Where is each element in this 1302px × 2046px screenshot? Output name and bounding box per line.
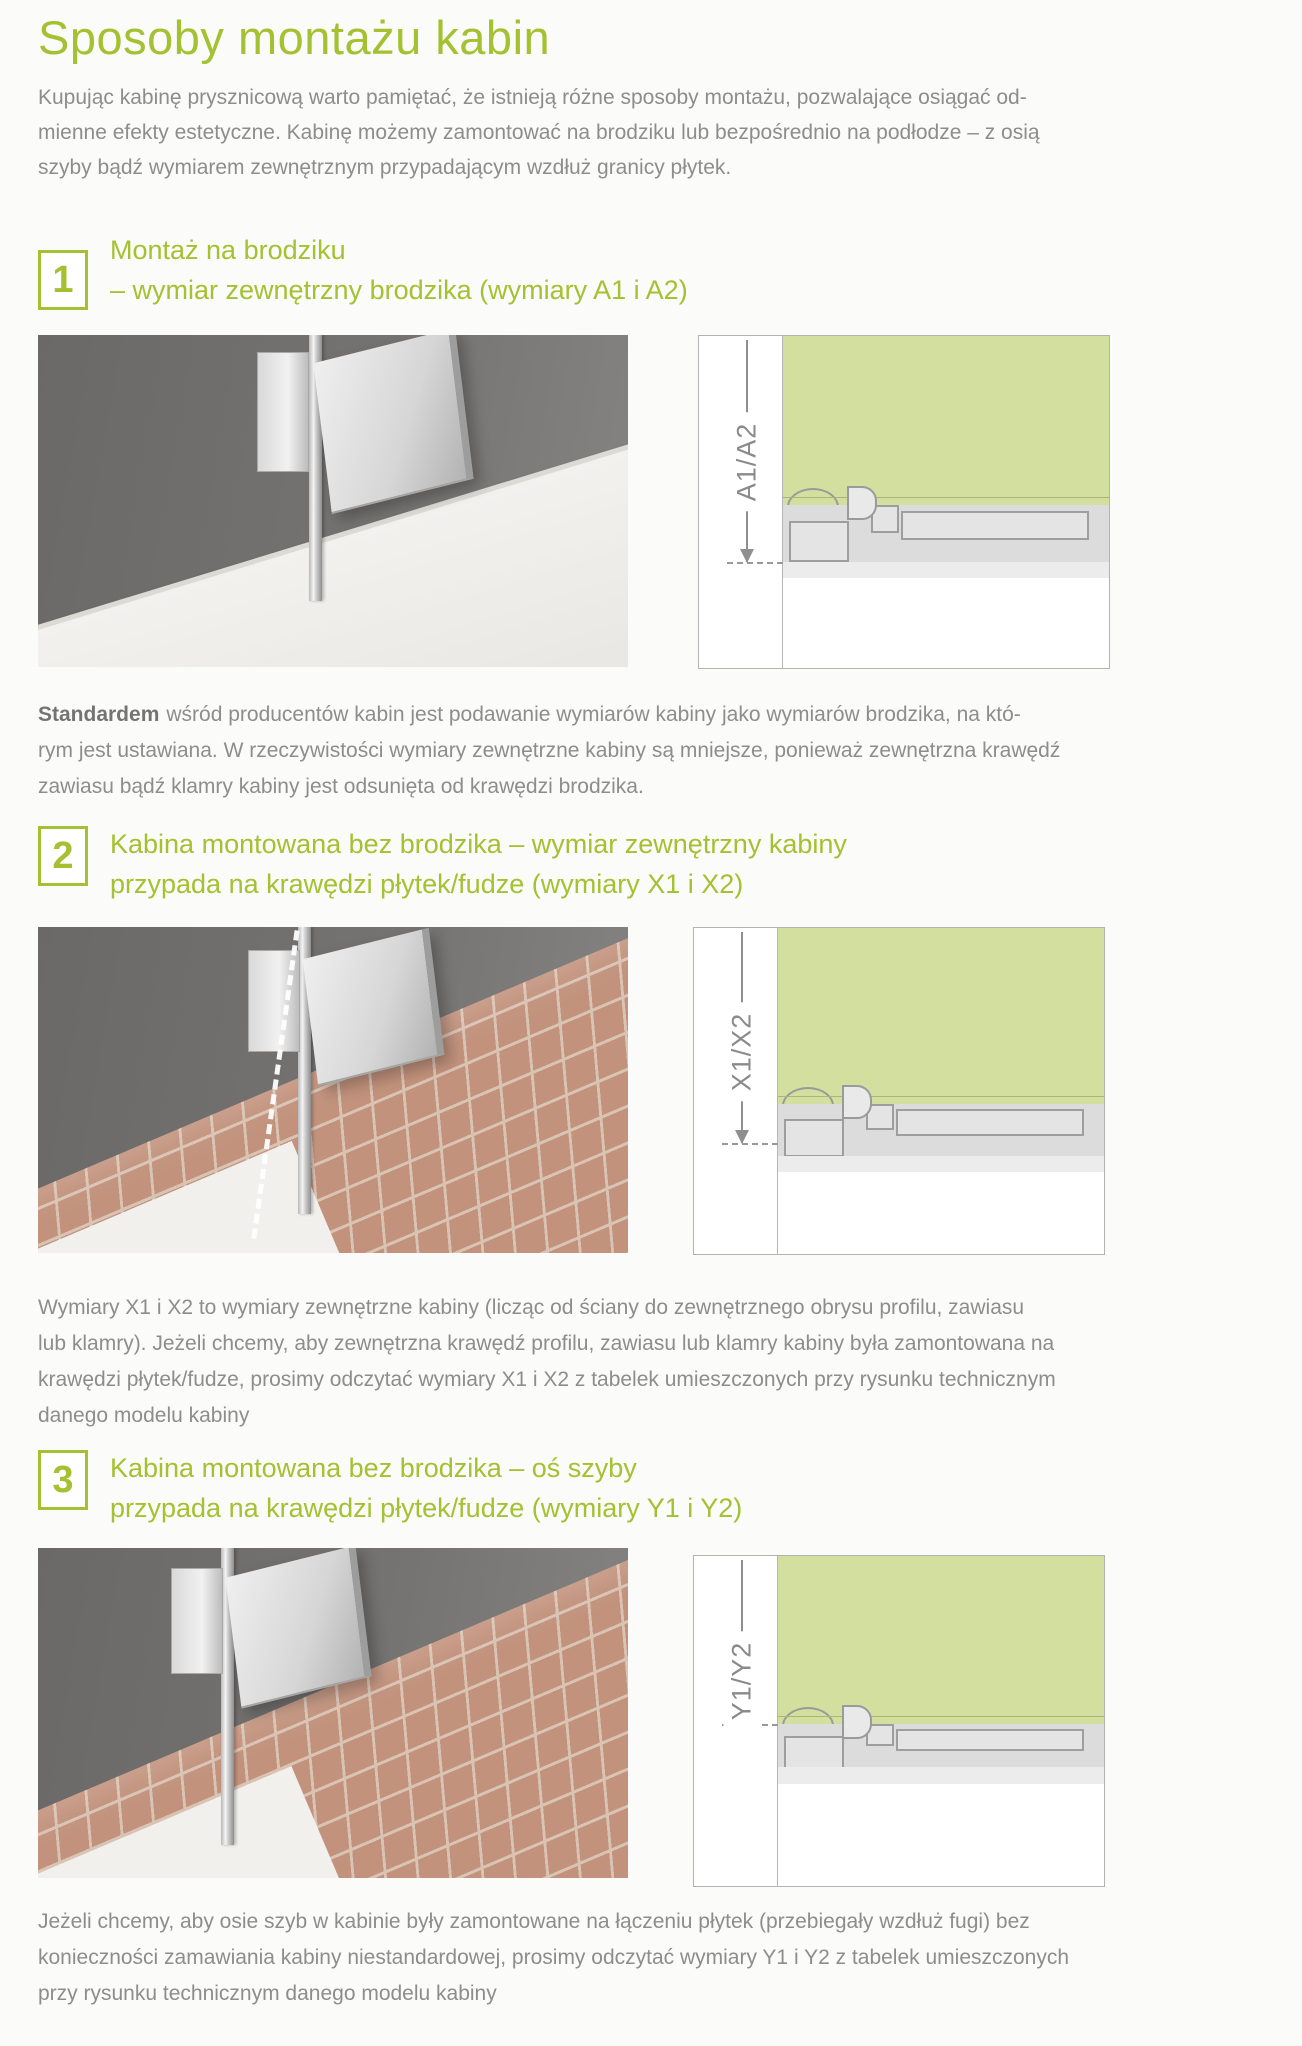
floor-slab	[896, 1729, 1084, 1752]
dimension-dashed-baseline	[727, 562, 783, 564]
tray-slab	[901, 511, 1089, 540]
hinge-wall-plate	[171, 1568, 223, 1674]
paragraph-line: rym jest ustawiana. W rzeczywistości wymiary zewnętrzne kabiny są mniejsze, ponieważ zewnętrzna krawędź	[38, 739, 1061, 762]
tray-cross-section	[783, 505, 1109, 561]
hinge-door-plate	[314, 335, 474, 514]
section-1-number-badge: 1	[38, 250, 88, 310]
floor-shadow-band	[778, 1767, 1104, 1784]
section-3-number-badge: 3	[38, 1450, 88, 1510]
section-2-heading	[110, 824, 847, 904]
tray-shadow-band	[783, 562, 1109, 579]
section-2-technical-diagram	[693, 927, 1105, 1255]
intro-line: Kupując kabinę prysznicową warto pamiętać, że istnieją różne sposoby montażu, pozwalające osiągać od-	[38, 86, 1027, 109]
dimension-arrow-icon	[740, 549, 754, 563]
paragraph-line: krawędzi płytek/fudze, prosimy odczytać wymiary X1 i X2 z tabelek umieszczonych przy rysunku technicznym	[38, 1368, 1056, 1391]
dimension-label: A1/A2	[729, 413, 766, 512]
floor-shadow-band	[778, 1156, 1104, 1172]
floor-cross-section	[778, 1104, 1104, 1156]
paragraph-line: Wymiary X1 i X2 to wymiary zewnętrzne kabiny (licząc od ściany do zewnętrznego obrysu profilu, zawiasu	[38, 1296, 1025, 1319]
dimension-label: X1/X2	[724, 1003, 761, 1102]
section-2-paragraph	[38, 1290, 1278, 1434]
paragraph-line: Standardem wśród producentów kabin jest podawanie wymiarów kabiny jako wymiarów brodzika, na któ-	[38, 703, 1021, 726]
dimension-dashed-baseline	[722, 1143, 778, 1145]
hinge-profile-section	[842, 1085, 872, 1119]
section-1-paragraph	[38, 697, 1278, 805]
section-1-heading	[110, 230, 688, 310]
paragraph-lead-bold: Standardem	[38, 703, 160, 726]
hinge-profile-section	[842, 1705, 872, 1739]
section-1-heading-line2: – wymiar zewnętrzny brodzika (wymiary A1 i A2)	[110, 275, 688, 305]
section-1-heading-line1: Montaż na brodziku	[110, 235, 346, 265]
section-1-photo-shower-tray-hinge	[38, 335, 628, 667]
paragraph-line: lub klamry). Jeżeli chcemy, aby zewnętrzna krawędź profilu, zawiasu lub klamry kabiny była zamontowana na	[38, 1332, 1055, 1355]
section-3-paragraph	[38, 1904, 1278, 2012]
paragraph-line: Jeżeli chcemy, aby osie szyb w kabinie były zamontowane na łączeniu płytek (przebiegały wzdłuż fugi) bez	[38, 1910, 1030, 1933]
paragraph-line: przy rysunku technicznym danego modelu kabiny	[38, 1982, 497, 2005]
floor-slab	[896, 1109, 1084, 1136]
page-title: Sposoby montażu kabin	[38, 11, 551, 64]
intro-paragraph	[38, 80, 1278, 185]
floor-cross-section	[778, 1724, 1104, 1767]
glass-panel-area	[778, 928, 1104, 1105]
intro-line: mienne efekty estetyczne. Kabinę możemy zamontować na brodziku lub bezpośrednio na podłodze – z osią	[38, 121, 1040, 144]
section-2-photo-tiled-floor-hinge	[38, 927, 628, 1253]
section-1-technical-diagram	[698, 335, 1110, 669]
hinge-wall-plate	[257, 352, 309, 472]
dimension-arrow-icon	[735, 1130, 749, 1144]
hinge-profile-section	[847, 486, 877, 520]
glass-panel-area	[778, 1556, 1104, 1725]
dimension-label: Y1/Y2	[724, 1632, 761, 1731]
profile-block	[784, 1119, 844, 1157]
paragraph-line: zawiasu bądź klamry kabiny jest odsunięta od krawędzi brodzika.	[38, 775, 644, 798]
section-3-technical-diagram	[693, 1555, 1105, 1887]
paragraph-line: danego modelu kabiny	[38, 1404, 250, 1427]
profile-block	[789, 521, 849, 562]
section-2-heading-line2: przypada na krawędzi płytek/fudze (wymiary X1 i X2)	[110, 869, 744, 899]
glass-panel-area	[783, 336, 1109, 506]
section-3-heading-line2: przypada na krawędzi płytek/fudze (wymiary Y1 i Y2)	[110, 1493, 743, 1523]
section-3-heading	[110, 1448, 742, 1528]
paragraph-line: konieczności zamawiania kabiny niestandardowej, prosimy odczytać wymiary Y1 i Y2 z tabelek umieszczonych	[38, 1946, 1070, 1969]
section-2-heading-line1: Kabina montowana bez brodzika – wymiar zewnętrzny kabiny	[110, 829, 847, 859]
section-3-photo-tiled-floor-hinge	[38, 1548, 628, 1878]
section-3-heading-line1: Kabina montowana bez brodzika – oś szyby	[110, 1453, 637, 1483]
intro-line: szyby bądź wymiarem zewnętrznym przypadającym wzdłuż granicy płytek.	[38, 156, 732, 179]
section-2-number-badge: 2	[38, 826, 88, 886]
profile-block	[784, 1736, 844, 1768]
